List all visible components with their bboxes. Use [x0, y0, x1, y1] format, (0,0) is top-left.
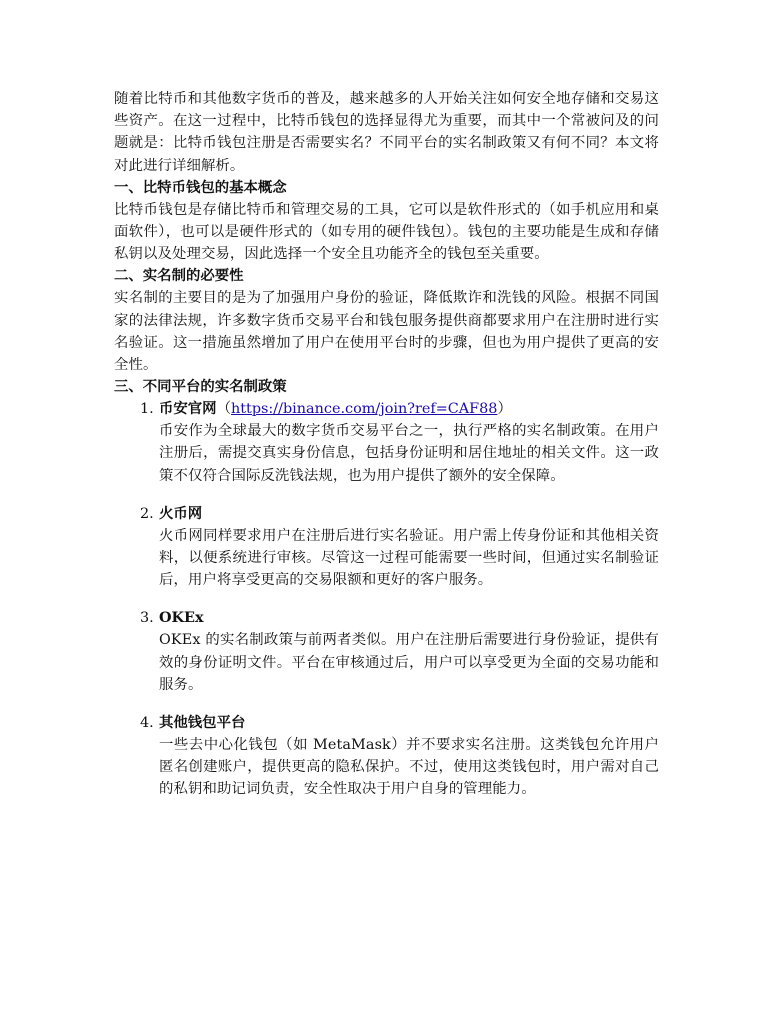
platform-header	[140, 398, 659, 420]
platform-header	[140, 503, 659, 525]
platform-list	[114, 398, 659, 800]
platform-item-other-wallets	[114, 712, 659, 801]
platform-item-okex	[114, 607, 659, 696]
platform-item-binance	[114, 398, 659, 487]
platform-description-okex: OKEx 的实名制政策与前两者类似。用户在注册后需要进行身份验证，提供有效的身份证明文件。平台在审核通过后，用户可以享受更为全面的交易功能和服务。	[159, 632, 659, 693]
platform-name-binance: 币安官网	[159, 401, 217, 418]
platform-description-binance: 币安作为全球最大的数字货币交易平台之一，执行严格的实名制政策。在用户注册后，需提交真实身份信息，包括身份证明和居住地址的相关文件。这一政策不仅符合国际反洗钱法规，也为用户提供了额外的安全保障。	[159, 423, 659, 484]
section-heading-policies: 三、不同平台的实名制政策	[114, 379, 287, 396]
list-number: 3.	[140, 610, 154, 627]
binance-link[interactable]: https://binance.com/join?ref=CAF88	[230, 401, 498, 418]
platform-header	[140, 712, 659, 734]
platform-header	[140, 607, 659, 629]
platform-name-huobi: 火币网	[159, 505, 203, 522]
platform-description-other-wallets: 一些去中心化钱包（如 MetaMask）并不要求实名注册。这类钱包允许用户匿名创建账户，提供更高的隐私保护。不过，使用这类钱包时，用户需对自己的私钥和助记词负责，安全性取决于用户自身的管理能力。	[159, 737, 659, 798]
link-open-paren: （	[216, 401, 231, 418]
document-page	[114, 88, 659, 817]
section-body-basic-concept: 比特币钱包是存储比特币和管理交易的工具，它可以是软件形式的（如手机应用和桌面软件），也可以是硬件形式的（如专用的硬件钱包）。钱包的主要功能是生成和存储私钥以及处理交易，因此选择一个安全且功能齐全的钱包至关重要。	[114, 201, 659, 263]
list-number: 4.	[140, 715, 154, 732]
list-number: 2.	[140, 505, 154, 522]
platform-name-other-wallets: 其他钱包平台	[159, 715, 246, 732]
platform-description-huobi: 火币网同样要求用户在注册后进行实名验证。用户需上传身份证和其他相关资料，以便系统进行审核。尽管这一过程可能需要一些时间，但通过实名制验证后，用户将享受更高的交易限额和更好的客户服务。	[159, 527, 659, 589]
list-number: 1.	[140, 401, 154, 418]
platform-item-huobi	[114, 503, 659, 592]
intro-paragraph: 随着比特币和其他数字货币的普及，越来越多的人开始关注如何安全地存储和交易这些资产。在这一过程中，比特币钱包的选择显得尤为重要，而其中一个常被问及的问题就是：比特币钱包注册是否需要实名？不同平台的实名制政策又有何不同？本文将对此进行详细解析。	[114, 91, 659, 174]
link-close-paren: ）	[497, 401, 512, 418]
section-body-necessity: 实名制的主要目的是为了加强用户身份的验证，降低欺诈和洗钱的风险。根据不同国家的法律法规，许多数字货币交易平台和钱包服务提供商都要求用户在注册时进行实名验证。这一措施虽然增加了用户在使用平台时的步骤，但也为用户提供了更高的安全性。	[114, 290, 659, 374]
section-heading-basic-concept: 一、比特币钱包的基本概念	[114, 179, 287, 196]
section-heading-necessity: 二、实名制的必要性	[114, 268, 244, 285]
platform-name-okex: OKEx	[159, 609, 204, 627]
